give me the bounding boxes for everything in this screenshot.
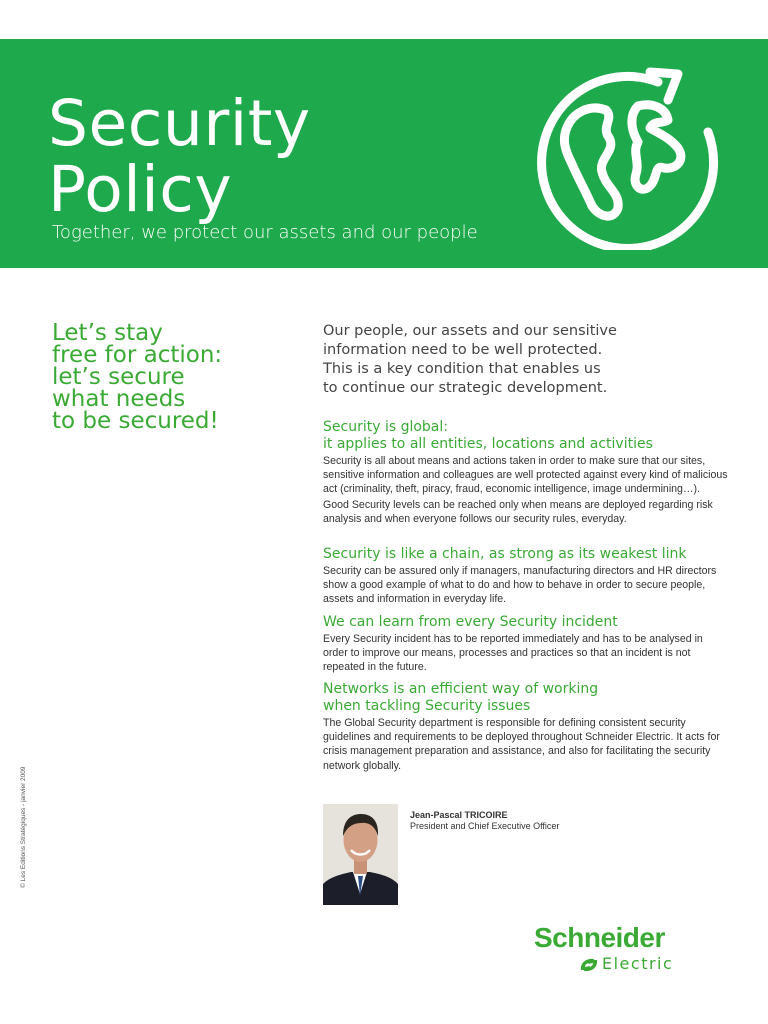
slogan-line: what needs (52, 386, 186, 412)
section-security-incident (323, 614, 728, 675)
section-security-chain (323, 546, 728, 607)
section-paragraph: Security is all about means and actions taken in order to make sure that our sites, sensitive information and colleagues are well protected against every kind of malicious act (criminality, theft, piracy, fraud, economic intelligence, image undermining…). (323, 455, 728, 496)
title-line-2: Policy (48, 153, 233, 226)
intro-line: Our people, our assets and our sensitive (323, 323, 617, 339)
section-paragraph: Good Security levels can be reached only when means are deployed regarding risk analysis and when everyone follows our security rules, everyday. (323, 498, 713, 525)
logo-mark-icon (578, 954, 600, 976)
intro-paragraph (323, 322, 743, 398)
section-paragraph: Every Security incident has to be reported immediately and has to be analysed in order to improve our means, processes and practices so that an incident is not repeated in the future. (323, 633, 703, 674)
intro-line: This is a key condition that enables us (323, 361, 601, 377)
section-heading-line: when tackling Security issues (323, 698, 531, 714)
section-heading-line: Security is global: (323, 419, 448, 435)
logo-wordmark-schneider: Schneider (534, 922, 665, 953)
page-title (48, 87, 311, 226)
slogan-line: to be secured! (52, 408, 219, 434)
section-heading-line: We can learn from every Security incident (323, 614, 618, 630)
logo-wordmark-electric: Electric (602, 954, 674, 973)
section-heading-line: it applies to all entities, locations and activities (323, 436, 653, 452)
section-heading (323, 546, 728, 563)
signatory-name: Jean-Pascal TRICOIRE (410, 810, 508, 820)
section-paragraph: The Global Security department is responsible for defining consistent security guidelines and requirements to be deployed throughout Schneider Electric. It acts for crisis management preparation and assistance, and also for facilitating the security network globally. (323, 717, 720, 772)
section-paragraph: Security can be assured only if managers, manufacturing directors and HR directors show a good example of what to do and how to behave in order to secure people, assets and information in everyday life. (323, 565, 717, 606)
section-security-networks (323, 681, 728, 773)
schneider-electric-logo (534, 922, 724, 978)
copyright-note: © Les Editions Stratégiques - janvier 2009 (20, 766, 27, 888)
section-heading (323, 419, 728, 453)
intro-line: information need to be well protected. (323, 342, 603, 358)
title-line-1: Security (48, 87, 311, 160)
slogan-line: Let’s stay (52, 320, 163, 346)
tagline: Together, we protect our assets and our people (52, 222, 478, 243)
signatory-role: President and Chief Executive Officer (410, 821, 560, 831)
section-heading-line: Security is like a chain, as strong as its weakest link (323, 546, 687, 562)
header-banner (0, 39, 768, 268)
intro-line: to continue our strategic development. (323, 380, 608, 396)
section-security-global (323, 419, 728, 526)
slogan-line: free for action: (52, 342, 223, 368)
slogan (52, 322, 292, 432)
section-heading (323, 681, 728, 715)
section-heading-line: Networks is an efficient way of working (323, 681, 599, 697)
ceo-portrait (323, 804, 398, 905)
slogan-line: let’s secure (52, 364, 185, 390)
globe-arrow-icon (528, 60, 728, 250)
section-heading (323, 614, 728, 631)
